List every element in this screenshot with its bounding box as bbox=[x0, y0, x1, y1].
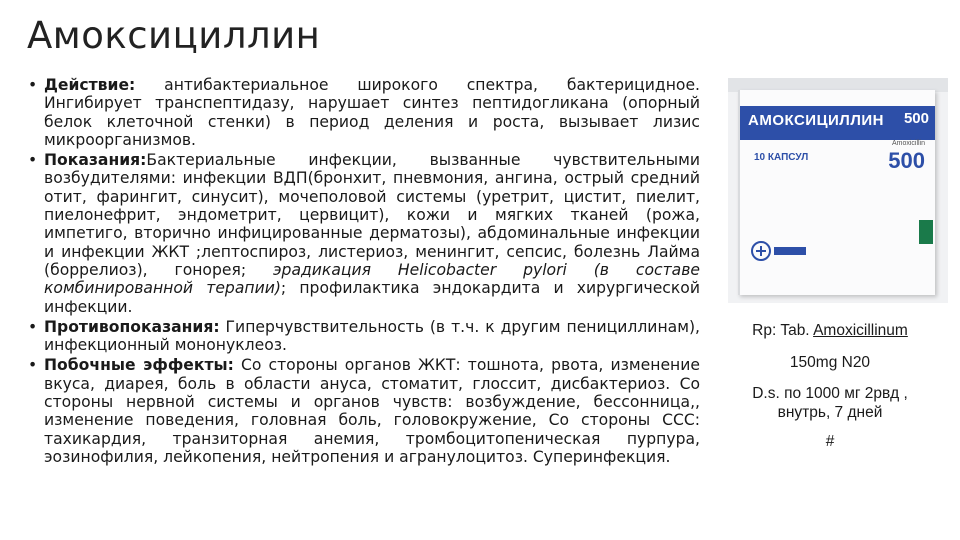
prescription-ds-line2: внутрь, 7 дней bbox=[777, 404, 883, 421]
bullet-list bbox=[28, 76, 700, 468]
package-side-mark bbox=[919, 220, 933, 244]
product-package-image bbox=[728, 78, 948, 303]
bullet-text: антибактериальное широкого спектра, бактерицидное. Ингибирует транспептидазу, нарушает синтез пептидогликана (опорный белок клеточной стенки) в период деления и роста, вызывает лизис микроорганизмов. bbox=[44, 76, 700, 149]
bullet-dot: • bbox=[28, 151, 38, 170]
package-capsules: 10 КАПСУЛ bbox=[754, 152, 809, 163]
bullet-label: Действие: bbox=[44, 76, 136, 94]
package-name: АМОКСИЦИЛЛИН bbox=[748, 112, 884, 129]
prescription-block bbox=[700, 318, 960, 454]
package-dose-top: 500 bbox=[903, 110, 929, 127]
bullet-text: Гиперчувствительность (в т.ч. к другим пенициллинам), инфекционный мононуклеоз. bbox=[44, 317, 700, 355]
prescription-end-mark: # bbox=[825, 433, 835, 450]
package-front bbox=[738, 90, 935, 295]
bullet-contraindications bbox=[28, 318, 700, 355]
bullet-label: Побочные эффекты: bbox=[44, 356, 234, 375]
package-dose: 500 bbox=[888, 148, 925, 173]
manufacturer-logo-icon bbox=[750, 240, 810, 262]
prescription-dose-line: 150mg N20 bbox=[789, 354, 871, 371]
bullet-indications bbox=[28, 151, 700, 316]
rp-prefix: Rp: Tab. bbox=[752, 322, 814, 339]
prescription-rp-line bbox=[700, 318, 960, 343]
bullet-tail-text: ; профилактика эндокардита и хирургической инфекции. bbox=[44, 279, 700, 316]
bullet-dot: • bbox=[28, 356, 38, 375]
bullet-label: Показания: bbox=[44, 151, 147, 170]
rp-drug-link[interactable]: Amoxicillinum bbox=[813, 322, 908, 339]
bullet-side-effects bbox=[28, 356, 700, 466]
bullet-action bbox=[28, 76, 700, 149]
bullet-italic-text: эрадикация Helicobacter pylori (в составе комбинированной терапии) bbox=[44, 260, 700, 298]
bullet-label: Противопоказания: bbox=[44, 317, 220, 336]
package-latin: Amoxicillin bbox=[891, 140, 925, 147]
bullet-text: Бактериальные инфекции, вызванные чувствительными возбудителями: инфекции ВДП(бронхит, пневмония, ангина, острый средний отит, фарингит, синусит), мочеполовой системы (уретрит, цистит, пиелит, пиелонефрит, эндометрит, цервицит), кожи и мягких тканей (рожа, импетиго, вторично инфицированные дерматозы), абдоминальные инфекции и инфекции ЖКТ ;лептоспироз, листериоз, менингит, сепсис, болезнь Лайма (боррелиоз), гонорея; bbox=[44, 151, 700, 279]
bullet-text: Со стороны органов ЖКТ: тошнота, рвота, изменение вкуса, диарея, боль в области ануса, стоматит, глоссит, дисбактериоз. Со стороны нервной системы и органов чувств: возбуждение, бессонница,, изменение поведения, головная боль, головокружение, Со стороны ССС: тахикардия, транзиторная анемия, тромбоцитопеническая пурпура, эозинофилия, лейкопения, нейтропения и агранулоцитоз. Суперинфекция. bbox=[44, 356, 700, 466]
prescription-ds-line1: D.s. по 1000 мг 2рвд , bbox=[752, 385, 908, 402]
bullet-dot: • bbox=[28, 76, 38, 94]
bullet-dot: • bbox=[28, 317, 38, 336]
page-title: Амоксициллин bbox=[27, 14, 321, 57]
